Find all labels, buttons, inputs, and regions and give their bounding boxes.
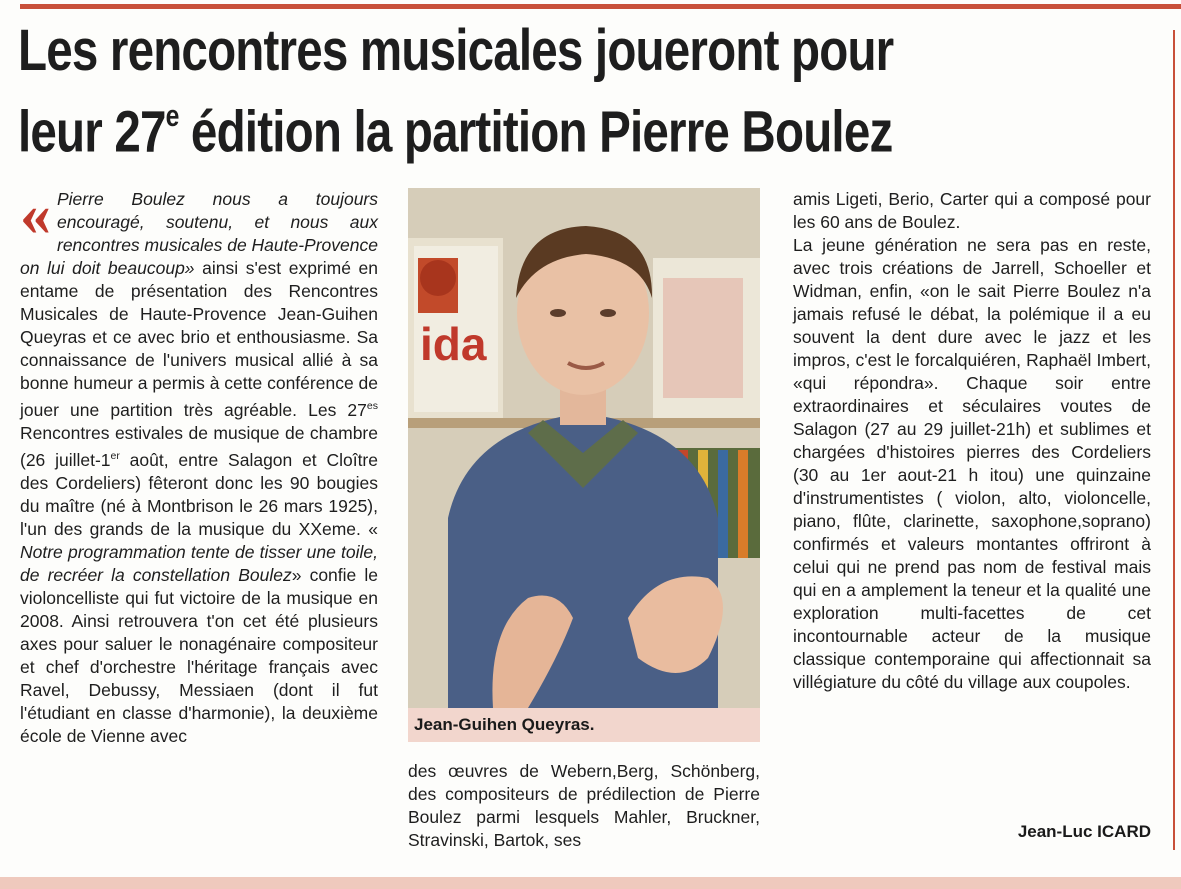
column-3-paragraph-1: amis Ligeti, Berio, Carter qui a composé pour les 60 ans de Boulez. xyxy=(793,189,1151,232)
headline-line2-pre: leur 27 xyxy=(18,99,166,165)
headline xyxy=(18,18,961,166)
article-column-2 xyxy=(408,760,760,852)
article-column-3 xyxy=(793,188,1151,694)
photo-caption: Jean-Guihen Queyras. xyxy=(408,708,760,742)
headline-line2-sup: e xyxy=(165,100,179,133)
col1-text-4: » confie le violoncelliste qui fut victoire de la musique en 2008. Ainsi retrouvera t'on cet été plusieurs axes pour saluer le nonagénaire compositeur et chef d'orchestre l'héritage français avec Ravel, Debussy, Messiaen (dont il fut l'étudiant en classe d'harmonie), la deuxième école de Vienne avec xyxy=(20,564,378,746)
col1-sup-1: es xyxy=(366,400,378,412)
col1-sup-2: er xyxy=(110,449,120,462)
col1-text-2: Rencontres estivales de musique de chambre (26 juillet-1 xyxy=(20,422,378,470)
col1-text-1: ainsi s'est exprimé en entame de présentation des Rencontres Musicales de Haute-Provence Jean-Guihen Queyras et ce avec brio et enthousiasme. Sa connaissance de l'univers musical allié à sa bonne humeur a permis à cette conférence de jouer une partition très agréable. Les 27 xyxy=(20,258,378,420)
book-title-text: ida xyxy=(420,318,487,370)
portrait-illustration xyxy=(408,188,760,708)
bottom-band xyxy=(0,877,1181,889)
column-2-paragraph: des œuvres de Webern,Berg, Schönberg, des compositeurs de prédilection de Pierre Boulez parmi lesquels Mahler, Bruckner, Stravinski, Bartok, ses xyxy=(408,761,760,850)
headline-line2-post: édition la partition Pierre Boulez xyxy=(178,99,893,165)
column-3-paragraph-2: La jeune génération ne sera pas en reste, avec trois créations de Jarrell, Schoeller et Widman, enfin, «on le sait Pierre Boulez n'a jamais refusé le débat, la polémique il a eu souvent la dent dure avec le jazz et les impros, c'est le forcalquiéren, Raphaël Imbert, «qui répondra». Chaque soir entre extraordinaires et séculaires voutes de Salagon (27 au 29 juillet-21h) et sublimes et chargées d'histoires pierres des Cordeliers (30 au 1er aout-21 h itou) une quinzaine d'instrumentistes ( violon, alto, violoncelle, piano, flûte, clarinette, saxophone,soprano) confirmés et valeurs montantes offriront à celui qui ne prend pas nom de festival mais qui en a amplement la teneur et la qualité une exploration multi-facettes de cet incontournable acteur de la musique classique contemporaine qui affectionnait sa villégiature du côté du village aux coupoles. xyxy=(793,235,1151,692)
article-column-1 xyxy=(20,181,378,748)
inline-quote: Notre programmation tente de tisser une toile, de recréer la constellation Boulez xyxy=(20,541,378,585)
author-signature: Jean-Luc ICARD xyxy=(1017,822,1151,841)
side-rule xyxy=(1173,30,1175,850)
quote-mark-icon: « xyxy=(20,181,51,249)
portrait-photo xyxy=(408,188,760,708)
headline-line1: Les rencontres musicales joueront pour xyxy=(18,18,894,83)
col1-text-3: août, entre Salagon et Cloître des Cordeliers) fêteront donc les 90 bougies du maître (né à Montbrison le 26 mars 1925), l'un des grands de la musique du XXeme. « xyxy=(20,449,378,539)
top-rule xyxy=(20,4,1181,9)
opening-quote: Pierre Boulez nous a toujours encouragé, soutenu, et nous aux rencontres musicales de Haute-Provence on lui doit beaucoup» xyxy=(20,189,378,278)
column-1-paragraph xyxy=(20,181,378,748)
